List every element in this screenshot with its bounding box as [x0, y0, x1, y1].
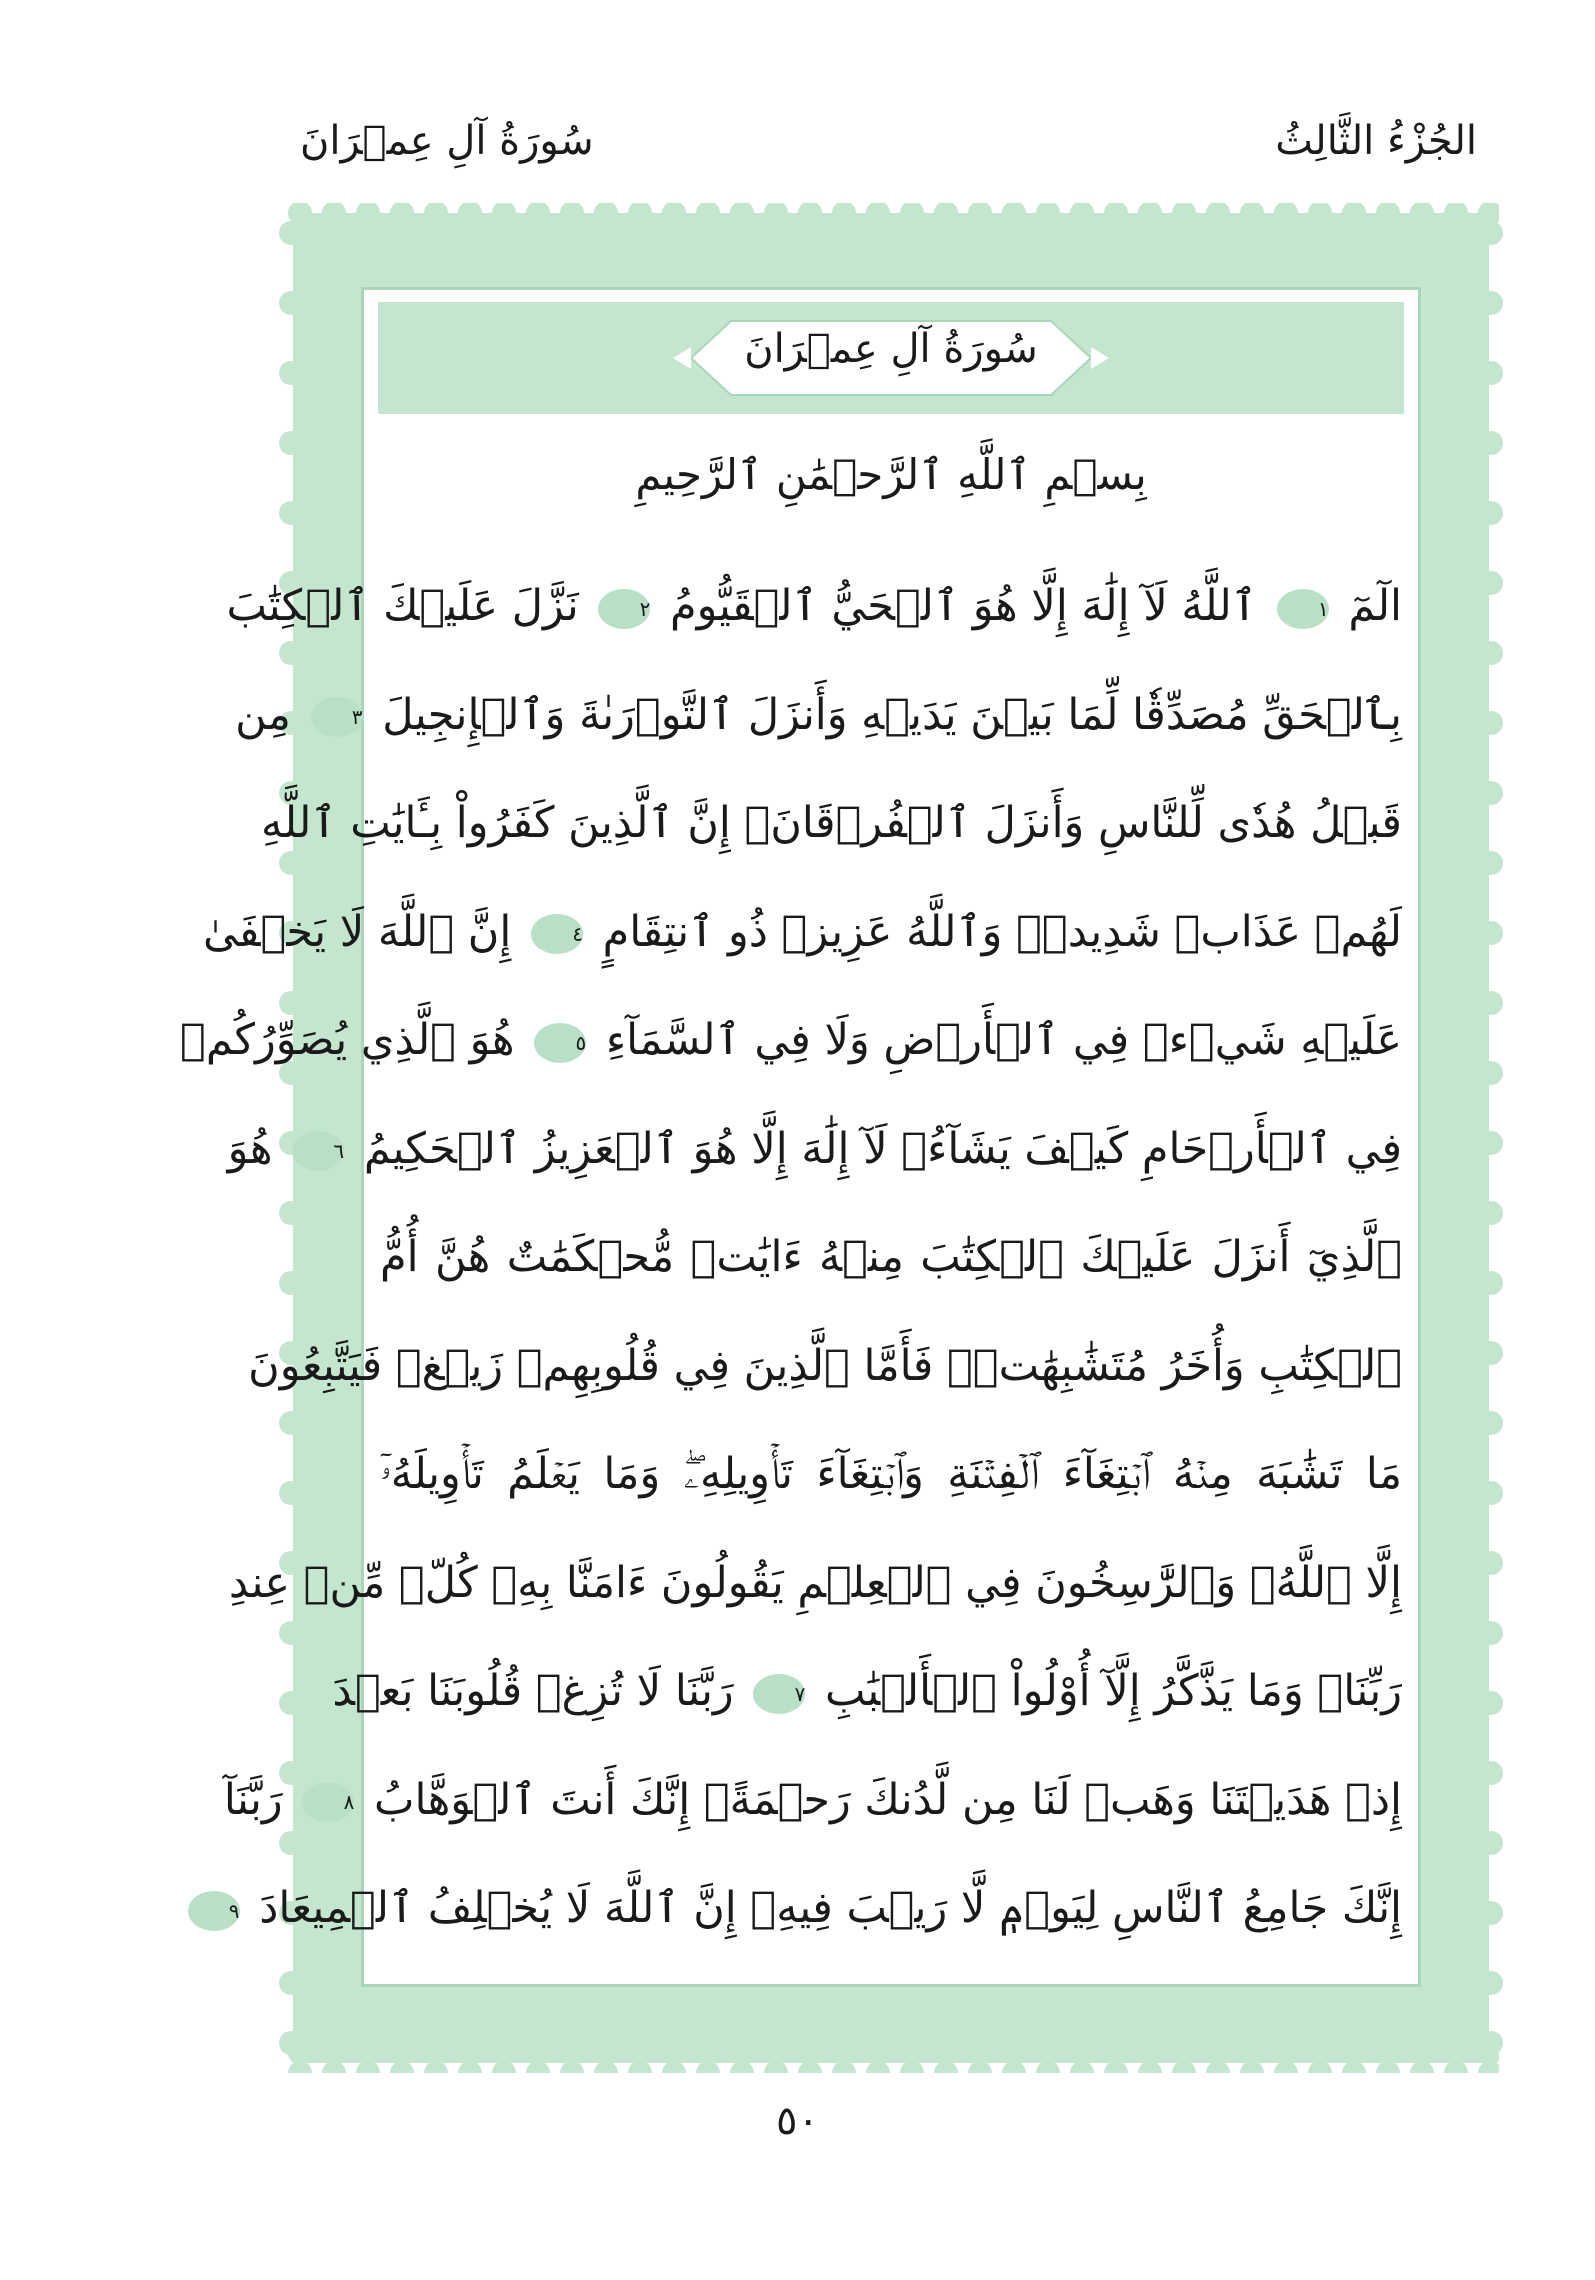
verse-text: إِنَّكَ جَامِعُ ٱلنَّاسِ لِيَوۡمٖ لَّا رَيۡبَ فِيهِۚ إِنَّ ٱللَّهَ لَا يُخۡلِفُ ٱلۡمِيعَادَ	[259, 1883, 1402, 1933]
verse-line	[223, 1746, 1402, 1855]
verse-text: ٱلۡكِتَٰبِ وَأُخَرُ مُتَشَٰبِهَٰتٞۖ فَأَمَّا ٱلَّذِينَ فِي قُلُوبِهِمۡ زَيۡغٞ فَيَتَّبِعُونَ	[248, 1340, 1402, 1391]
ayah-number-marker: ٣	[311, 697, 363, 737]
verse-line	[261, 769, 1402, 878]
verse-text: لَهُمۡ عَذَابٞ شَدِيدٞۗ وَٱللَّهُ عَزِيزٞ ذُو ٱنتِقَامٍ	[602, 906, 1402, 957]
ayah-number-marker: ٤	[531, 914, 583, 954]
verse-text: إِلَّا ٱللَّهُۗ وَٱلرَّٰسِخُونَ فِي ٱلۡعِلۡمِ يَقُولُونَ ءَامَنَّا بِهِۦ كُلّٞ مِّنۡ عِندِ	[228, 1557, 1402, 1608]
verse-text: عَلَيۡهِ شَيۡءٞ فِي ٱلۡأَرۡضِ وَلَا فِي ٱلسَّمَآءِ	[605, 1015, 1402, 1065]
page-number: ٥٠	[776, 2098, 819, 2144]
verse-line	[380, 1203, 1402, 1312]
verse-line	[226, 552, 1402, 661]
page-frame	[180, 203, 1499, 2073]
verse-line	[180, 986, 1402, 1095]
verse-line	[227, 1095, 1402, 1204]
surah-header: سُورَةُ آلِ عِمۡرَانَ	[300, 118, 594, 164]
verse-text: إِنَّ ٱللَّهَ لَا يَخۡفَىٰ	[202, 906, 512, 957]
surah-title-band	[378, 302, 1404, 414]
verse-text: فِي ٱلۡأَرۡحَامِ كَيۡفَ يَشَآءُۚ لَآ إِلَٰهَ إِلَّا هُوَ ٱلۡعَزِيزُ ٱلۡحَكِيمُ	[363, 1123, 1402, 1174]
verse-text: نَزَّلَ عَلَيۡكَ ٱلۡكِتَٰبَ	[226, 581, 579, 631]
verse-text: رَبِّنَاۗ وَمَا يَذَّكَّرُ إِلَّآ أُوْلُواْ ٱلۡأَلۡبَٰبِ	[825, 1666, 1402, 1716]
verse-line	[202, 878, 1402, 987]
verse-text: رَبَّنَا لَا تُزِغۡ قُلُوبَنَا بَعۡدَ	[332, 1666, 734, 1716]
ayah-number-marker: ٥	[534, 1023, 586, 1063]
verse-text: هُوَ	[227, 1123, 273, 1174]
verse-text: الٓمٓ	[1348, 581, 1402, 631]
verse-lines	[180, 552, 1402, 1963]
juz-header: الجُزْءُ الثَّالِثُ	[1275, 118, 1477, 164]
verse-line	[228, 1529, 1402, 1638]
verse-line	[235, 661, 1402, 770]
text-panel	[180, 287, 1421, 1987]
ayah-number-marker: ٨	[302, 1782, 354, 1822]
verse-text: رَبَّنَآ	[223, 1774, 283, 1825]
surah-title: سُورَةُ آلِ عِمۡرَانَ	[744, 326, 1038, 372]
verse-line	[228, 1854, 1402, 1963]
verse-line	[380, 1420, 1402, 1529]
verse-text: ٱلَّذِيٓ أَنزَلَ عَلَيۡكَ ٱلۡكِتَٰبَ مِنۡهُ ءَايَٰتٞ مُّحۡكَمَٰتٌ هُنَّ أُمُّ	[380, 1232, 1402, 1282]
basmala: بِسۡمِ ٱللَّهِ ٱلرَّحۡمَٰنِ ٱلرَّحِيمِ	[635, 450, 1147, 499]
ayah-number-marker: ٦	[292, 1131, 344, 1171]
verse-line	[332, 1637, 1402, 1746]
ayah-number-marker: ٩	[188, 1891, 240, 1931]
verse-text: إِذۡ هَدَيۡتَنَا وَهَبۡ لَنَا مِن لَّدُنكَ رَحۡمَةًۚ إِنَّكَ أَنتَ ٱلۡوَهَّابُ	[373, 1774, 1402, 1825]
verse-text: هُوَ ٱلَّذِي يُصَوِّرُكُمۡ	[180, 1015, 515, 1065]
ayah-number-marker: ٧	[753, 1674, 805, 1714]
verse-text: مِن	[235, 689, 291, 740]
verse-text: ٱللَّهُ لَآ إِلَٰهَ إِلَّا هُوَ ٱلۡحَيُّ ٱلۡقَيُّومُ	[670, 581, 1257, 631]
verse-text: مَا تَشَٰبَهَ مِنۡهُ ٱبۡتِغَآءَ ٱلۡفِتۡنَةِ وَٱبۡتِغَآءَ تَأۡوِيلِهِۦۖ وَمَا يَعۡلَمُ تَأۡوِيلَهُۥٓ	[380, 1449, 1402, 1499]
verse-text: قَبۡلُ هُدٗى لِّلنَّاسِ وَأَنزَلَ ٱلۡفُرۡقَانَۗ إِنَّ ٱلَّذِينَ كَفَرُواْ بِـَٔايَٰتِ ٱللَّهِ	[261, 798, 1402, 848]
verse-line	[248, 1312, 1402, 1421]
ayah-number-marker: ٢	[598, 589, 650, 629]
ayah-number-marker: ١	[1277, 589, 1329, 629]
verse-text: بِٱلۡحَقِّ مُصَدِّقٗا لِّمَا بَيۡنَ يَدَيۡهِ وَأَنزَلَ ٱلتَّوۡرَىٰةَ وَٱلۡإِنجِيلَ	[382, 689, 1402, 740]
